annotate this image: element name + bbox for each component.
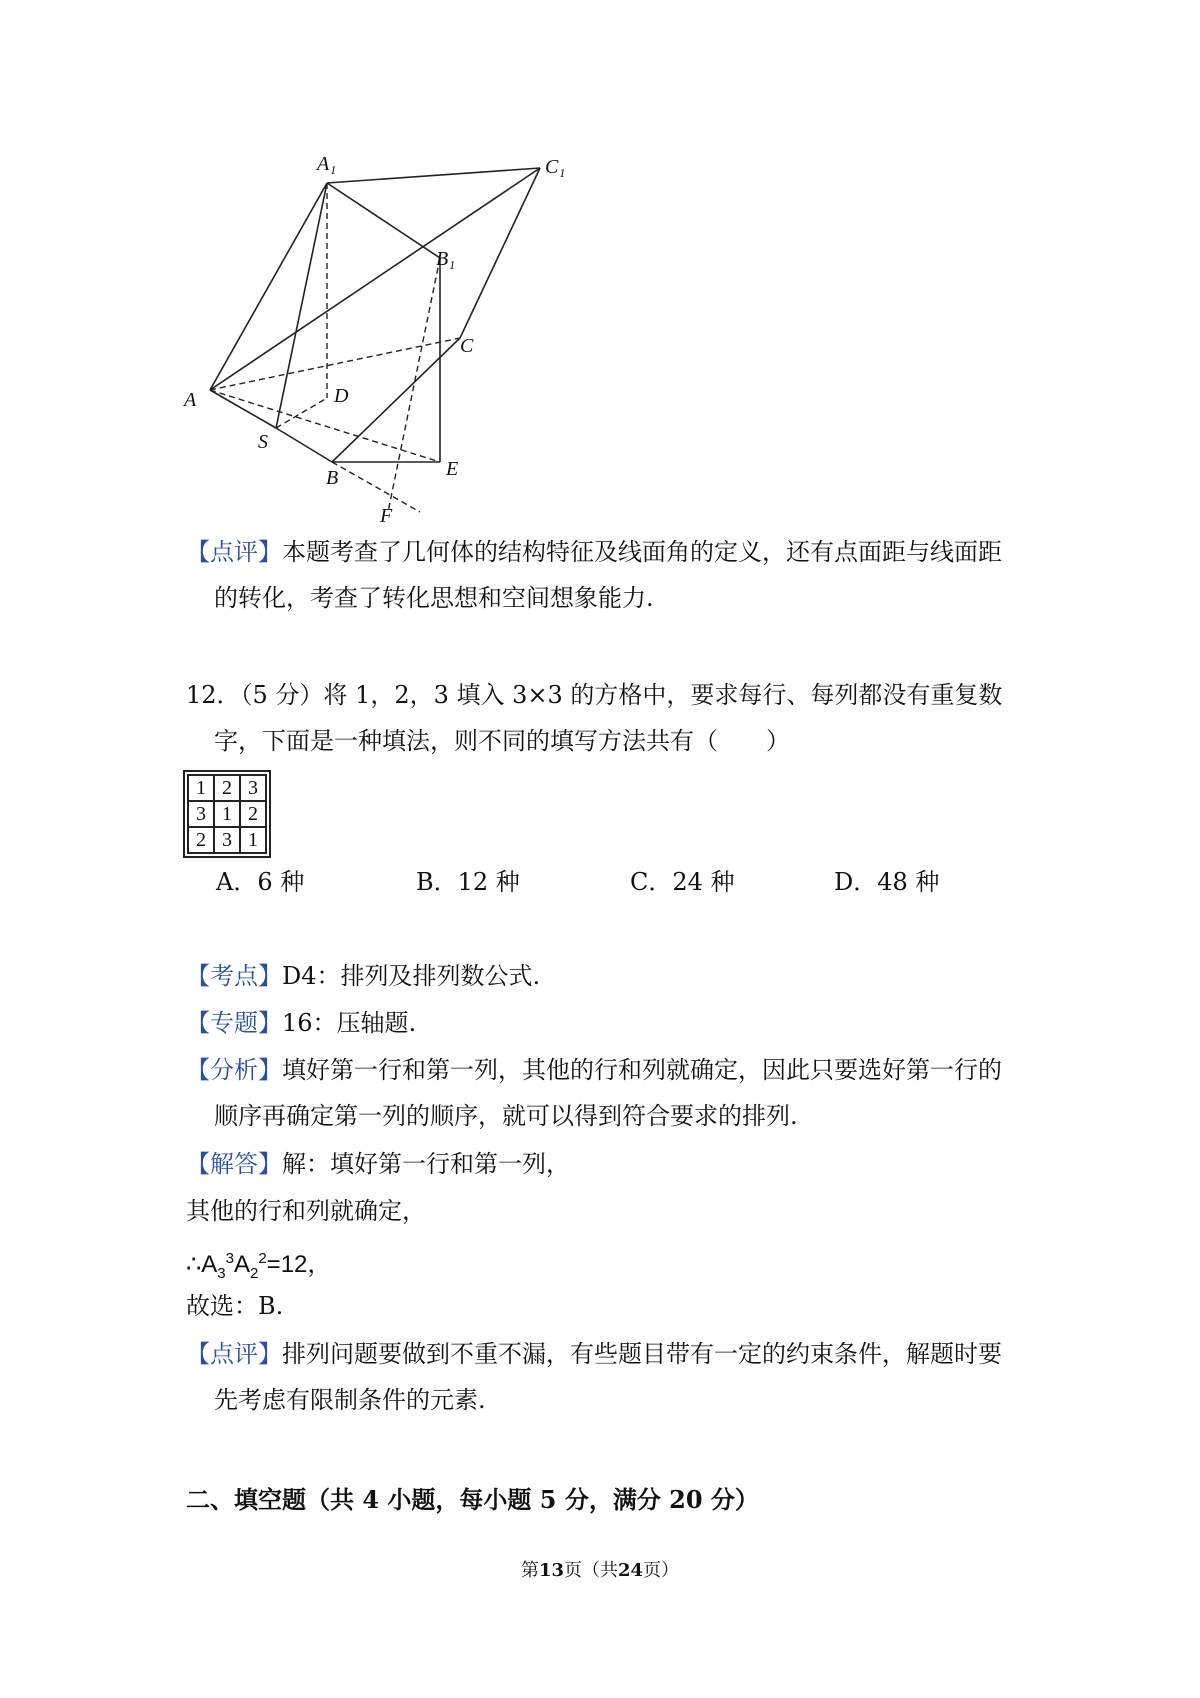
section-heading: 二、填空题（共 4 小题，每小题 5 分，满分 20 分） [186,1485,759,1514]
grid-cell: 1 [240,827,266,853]
page-footer [0,1556,1200,1582]
formula-mid: A [233,1251,250,1278]
question-line-2: 字，下面是一种填法，则不同的填写方法共有（ ） [214,727,790,755]
grid-cell: 1 [214,801,240,827]
footer-prefix: 第 [520,1560,539,1581]
grid-cell: 2 [188,827,214,853]
kaodian-line [186,953,540,999]
edge-A1-S [276,183,327,428]
label-B: B [326,467,339,489]
review-line-1: 本题考查了几何体的结构特征及线面角的定义，还有点面距与线面距 [282,538,1002,566]
review-tag: 【点评】 [186,538,282,566]
review-line-2: 的转化，考查了转化思想和空间想象能力. [214,584,654,612]
label-B1: B₁ [436,248,456,270]
footer-middle: 页（共 [564,1560,618,1581]
example-grid [183,770,271,858]
kaodian-tag: 【考点】 [186,962,282,990]
label-S: S [258,431,268,453]
grid-cell: 3 [214,827,240,853]
jieda-text: 解：填好第一行和第一列， [282,1150,570,1178]
edge-B-F [332,462,420,512]
footer-total-pages: 24 [618,1560,644,1581]
edge-S-B [276,428,332,462]
label-C1: C₁ [545,156,566,178]
other-line: 其他的行和列就确定， [186,1197,426,1225]
grid-cell: 1 [188,775,214,801]
footer-suffix: 页） [643,1560,680,1581]
label-C: C [460,335,474,357]
zhuanti-tag: 【专题】 [186,1009,282,1037]
option-c: C．24 种 [630,868,735,896]
review2-line-1: 排列问题要做到不重不漏，有些题目带有一定的约束条件，解题时要 [282,1340,1002,1368]
fenxi-tag: 【分析】 [186,1056,282,1084]
choice-line: 故选：B. [186,1292,284,1320]
question-12 [186,672,1026,764]
label-D: D [334,385,349,407]
formula-prefix: ∴A [186,1251,218,1278]
geometry-figure [0,0,1200,560]
edge-A1-A [210,183,327,390]
jieda-line [186,1141,570,1187]
zhuanti-line [186,1000,416,1046]
formula-sup-1: 3 [225,1250,234,1267]
formula-suffix: =12， [266,1251,332,1278]
jieda-tag: 【解答】 [186,1150,282,1178]
review2-line-2: 先考虑有限制条件的元素. [214,1386,486,1414]
fenxi-line-2: 顺序再确定第一列的顺序，就可以得到符合要求的排列. [214,1102,798,1130]
vertex-labels [182,153,565,527]
edge-C1-C [460,168,540,338]
label-A1: A₁ [317,153,337,175]
label-E: E [446,458,459,480]
review-paragraph-1 [186,529,1026,621]
zhuanti-text: 16：压轴题. [282,1009,417,1037]
formula-sub-1: 3 [217,1264,226,1282]
formula-sub-2: 2 [249,1264,259,1282]
grid-row [188,801,266,827]
edge-B1-F [388,258,440,512]
grid-cell: 2 [214,775,240,801]
question-line-1: 12．（5 分）将 1，2，3 填入 3×3 的方格中，要求每行、每列都没有重复数 [186,681,1003,709]
label-F: F [380,505,393,527]
option-b: B．12 种 [416,868,520,896]
review-tag-2: 【点评】 [186,1340,282,1368]
grid-row [188,827,266,853]
grid-row [188,775,266,801]
edge-C1-A [210,168,540,390]
solid-edges [210,168,540,462]
review-paragraph-2 [186,1331,1026,1423]
grid-cell: 3 [240,775,266,801]
option-d: D．48 种 [834,868,940,896]
kaodian-text: D4：排列及排列数公式. [282,962,541,990]
edge-A-S [210,390,276,428]
grid-cell: 2 [240,801,266,827]
edge-A1-C1 [327,168,540,183]
grid-cell: 3 [188,801,214,827]
footer-page-number: 13 [538,1560,564,1581]
formula-sup-2: 2 [258,1250,267,1267]
fenxi-line-1: 填好第一行和第一列，其他的行和列就确定，因此只要选好第一行的 [282,1056,1002,1084]
label-A: A [184,389,197,411]
option-a: A．6 种 [216,868,305,896]
fenxi-paragraph [186,1047,1026,1139]
